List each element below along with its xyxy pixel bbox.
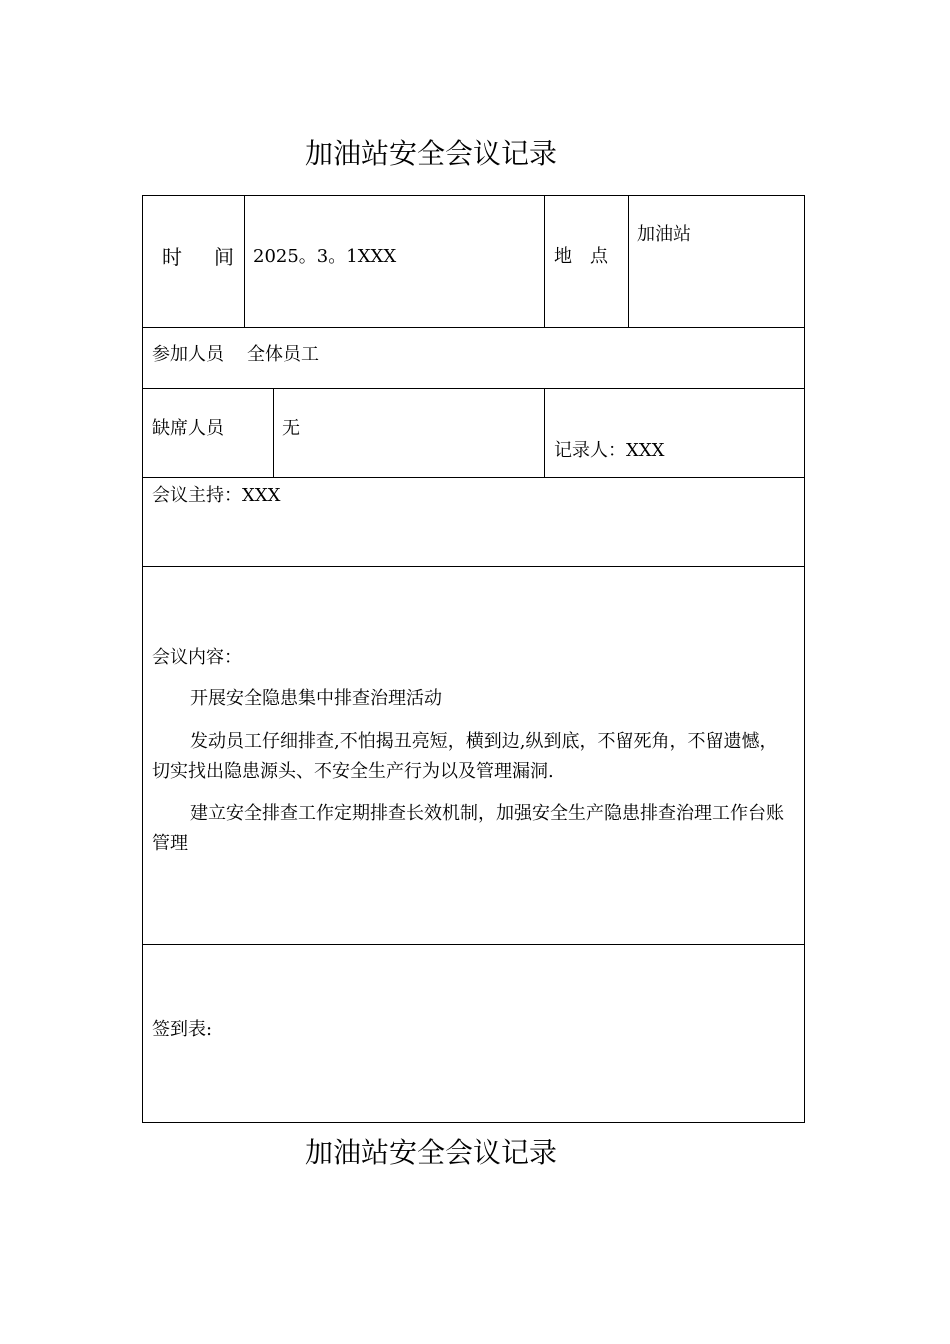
- table-border-bottom: [142, 1122, 805, 1123]
- table-col-divider: [544, 388, 545, 478]
- table-row-divider: [142, 566, 805, 567]
- table-row-divider: [142, 327, 805, 328]
- table-row-divider: [142, 477, 805, 478]
- attendees-label: 参加人员: [152, 344, 224, 365]
- table-col-divider: [628, 195, 629, 328]
- signin-label: 签到表:: [152, 1019, 213, 1040]
- table-row-divider: [142, 944, 805, 945]
- recorder: 记录人：XXX: [554, 440, 665, 461]
- place-label: 地 点: [554, 246, 608, 267]
- attendees-value: 全体员工: [247, 344, 319, 365]
- content-paragraph: 开展安全隐患集中排查治理活动: [190, 688, 442, 709]
- place-value: 加油站: [637, 224, 691, 245]
- table-col-divider: [544, 195, 545, 328]
- table-border-left: [142, 195, 143, 1123]
- table-border-top: [142, 195, 805, 196]
- time-value: 2025。3。1XXX: [253, 246, 397, 267]
- content-paragraph: 发动员工仔细排查,不怕揭丑亮短，横到边,纵到底，不留死角，不留遗憾，切实找出隐患源头、不安全生产行为以及管理漏洞.: [152, 731, 778, 782]
- absent-label: 缺席人员: [152, 418, 224, 439]
- table-col-divider: [244, 195, 245, 328]
- table-row-divider: [142, 388, 805, 389]
- content-paragraph: 建立安全排查工作定期排查长效机制，加强安全生产隐患排查治理工作台账管理: [152, 803, 784, 854]
- time-label: 时 间: [162, 245, 240, 269]
- document-title: 加油站安全会议记录: [304, 137, 557, 170]
- table-border-right: [804, 195, 805, 1123]
- absent-value: 无: [282, 418, 300, 439]
- table-col-divider: [273, 388, 274, 478]
- content-label: 会议内容：: [152, 647, 242, 668]
- next-page-title: 加油站安全会议记录: [304, 1136, 557, 1169]
- meeting-host: 会议主持：XXX: [152, 485, 281, 506]
